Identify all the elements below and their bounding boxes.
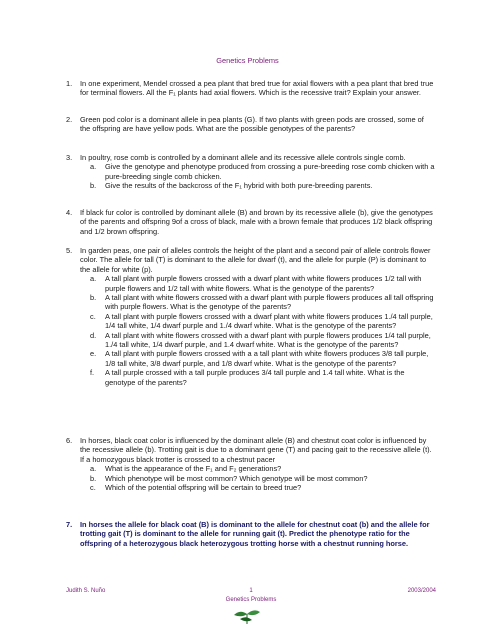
subquestion [80, 312, 436, 331]
subquestion-list [80, 274, 436, 387]
subquestion [80, 274, 436, 293]
subquestion-text: Which of the potential offspring will be certain to breed true? [105, 483, 302, 493]
subquestion-list [80, 464, 436, 492]
question-text: In horses, black coat color is influenced by the dominant allele (B) and chestnut coat color is influenced by the recessive allele (b). Trotting gait is due to a dominant gene (T) and pacing gait to the recessive allele (t). If a homozygous black trotter is crossed to a chestnut pacer [80, 436, 432, 464]
subquestion-label: c. [90, 311, 96, 321]
subquestion-text: What is the appearance of the F₁ and F₂ generations? [105, 464, 282, 474]
subquestion-label: a. [90, 464, 97, 474]
question-text: If black fur color is controlled by dominant allele (B) and brown by its recessive allele (b), give the genotypes of the parents and offspring 9of a cross of black, male with a brown female that produces 1/2 black offspring and 1/2 brown offspring. [80, 208, 433, 236]
subquestion-text: A tall plant with purple flowers crossed with a dwarf plant with white flowers produces 1/2 tall with purple flowers and 1/2 tall with white flowers. What is the genotype of the parents? [105, 274, 422, 293]
subquestion [80, 483, 436, 492]
question-1 [66, 79, 436, 98]
question-number: 4. [66, 208, 73, 217]
footer-date: 2003/2004 [407, 588, 436, 594]
footer-author: Judith S. Nuño [66, 588, 106, 594]
question-text: In one experiment, Mendel crossed a pea plant that bred true for axial flowers with a pea plant that bred true for terminal flowers. All the F₁ plants had axial flowers. Which is the recessive trait? Explain your answer. [80, 79, 434, 98]
question-4 [66, 208, 436, 236]
question-number: 6. [66, 436, 73, 445]
question-3 [66, 153, 436, 191]
plant-logo-icon [232, 605, 262, 625]
footer-page-number: 1 [249, 588, 253, 594]
subquestion-list [80, 162, 436, 190]
question-number: 2. [66, 115, 73, 124]
question-text: In poultry, rose comb is controlled by a dominant allele and its recessive allele controls single comb. [80, 153, 406, 162]
question-6 [66, 436, 436, 492]
subquestion-label: b. [90, 181, 97, 191]
subquestion-text: Give the genotype and phenotype produced from crossing a pure-breeding rose comb chicken with a pure-breeding single comb chicken. [105, 162, 435, 181]
subquestion [80, 162, 436, 181]
question-text: In garden peas, one pair of alleles controls the height of the plant and a second pair of allele controls flower color. The allele for tall (T) is dominant to the allele for dwarf (t), and the allele for purple (P) is dominant to the allele for white (p). [80, 246, 431, 274]
question-number: 7. [66, 520, 73, 529]
subquestion [80, 474, 436, 483]
subquestion-label: d. [90, 330, 97, 340]
subquestion-label: e. [90, 349, 97, 359]
subquestion [80, 331, 436, 350]
page-title: Genetics Problems [216, 56, 279, 65]
subquestion-label: b. [90, 473, 97, 483]
subquestion-label: c. [90, 483, 96, 493]
subquestion-text: A tall plant with purple flowers crossed with a a tall plant with white flowers produces 3/8 tall purple, 1/8 tall white, 3/8 dwarf purple, and 1/8 dwarf white. What is the genotype of the parents? [105, 349, 429, 368]
subquestion-text: A tall plant with white flowers crossed with a dwarf plant with purple flowers produces all tall offspring with purple flowers. What is the genotype of the parents? [105, 293, 434, 312]
question-number: 5. [66, 246, 73, 255]
subquestion-label: a. [90, 274, 97, 284]
subquestion-text: A tall plant with white flowers crossed with a dwarf plant with purple flowers produces 1/4 tall purple, 1./4 tall white, 1/4 dwarf purple, and 1.4 dwarf white. What is the genotype of the parents? [105, 330, 431, 350]
question-number: 3. [66, 153, 73, 162]
subquestion [80, 349, 436, 368]
subquestion-label: b. [90, 293, 97, 303]
question-text: In horses the allele for black coat (B) is dominant to the allele for chestnut coat (b) and the allele for trotting gait (T) is dominant to the allele for running gait (t). Predict the phenotype ratio for the offspring of a heterozygous black heterozygous trotting horse with a chestnut running horse. [80, 520, 430, 548]
subquestion [80, 368, 436, 387]
question-2 [66, 115, 436, 134]
footer-subtitle: Genetics Problems [225, 597, 277, 603]
subquestion-label: a. [90, 162, 97, 172]
subquestion [80, 464, 436, 473]
question-text: Green pod color is a dominant allele in pea plants (G). If two plants with green pods are crossed, some of the offspring are have yellow pods. What are the possible genotypes of the parents? [80, 115, 424, 134]
question-7 [66, 520, 436, 548]
subquestion-label: f. [90, 368, 95, 378]
subquestion-text: Which phenotype will be most common? Which genotype will be most common? [105, 473, 368, 483]
question-5 [66, 246, 436, 387]
question-number: 1. [66, 79, 73, 88]
subquestion [80, 181, 436, 190]
subquestion-text: A tall purple crossed with a tall purple produces 3/4 tall purple and 1.4 tall white. What is the genotype of the parents? [105, 368, 405, 387]
subquestion-text: Give the results of the backcross of the F₁ hybrid with both pure-breeding parents. [105, 181, 373, 191]
subquestion-text: A tall plant with purple flowers crossed with a dwarf plant with white flowers produces 1./4 tall purple, 1/4 tall white, 1/4 dwarf purple and 1./4 dwarf white. What is the genotype of the parents? [105, 311, 433, 331]
subquestion [80, 293, 436, 312]
